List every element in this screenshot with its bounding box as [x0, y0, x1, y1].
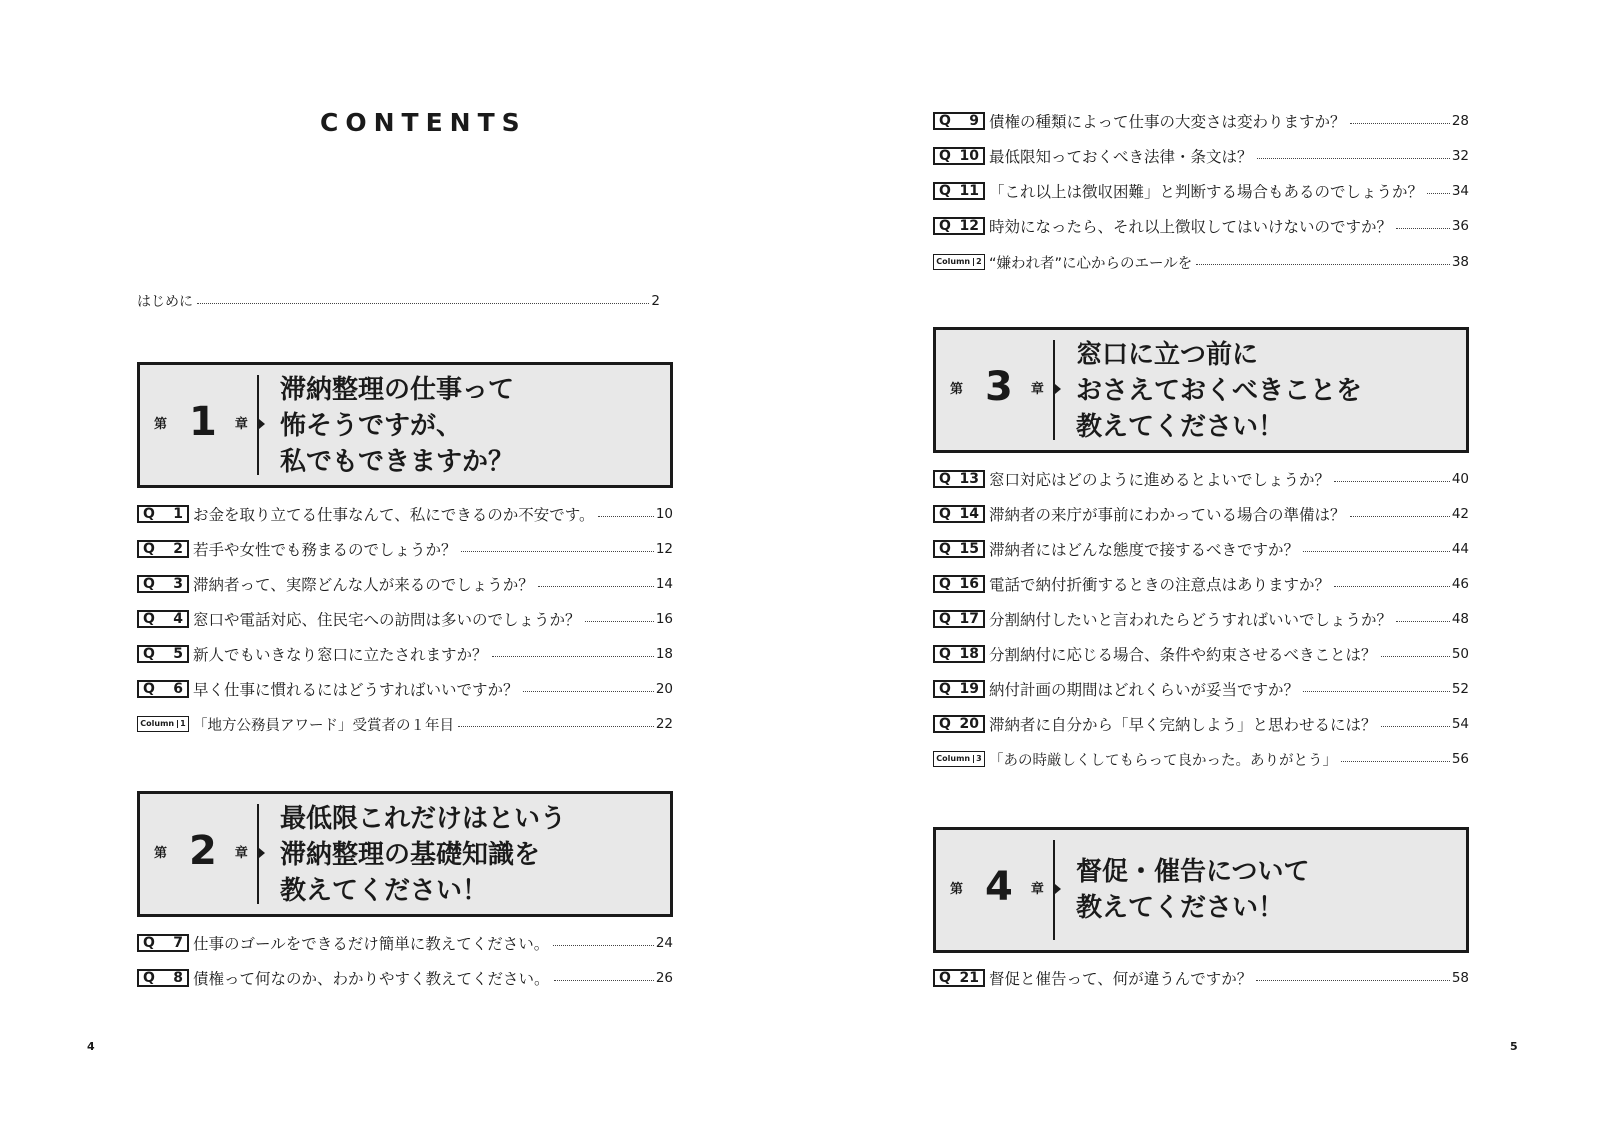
page-ref: 26	[655, 970, 673, 986]
page-ref: 20	[655, 681, 673, 697]
entry-text: 債権の種類によって仕事の大変さは変わりますか？	[989, 113, 1346, 131]
page-ref: 14	[655, 576, 673, 592]
page-ref: 58	[1451, 970, 1469, 986]
chapter-suffix: 章	[1030, 881, 1044, 897]
leader-dots	[554, 980, 654, 981]
leader-dots	[1334, 481, 1450, 482]
page-ref: 42	[1451, 506, 1469, 522]
leader-dots	[1396, 228, 1450, 229]
question-tag: Q 13	[933, 470, 985, 488]
entry-text: 督促と催告って、何が違うんですか？	[989, 970, 1253, 988]
chapter-arrow-icon	[1055, 384, 1061, 394]
toc-entry-q19[interactable]	[933, 672, 1469, 706]
page-ref: 50	[1451, 646, 1469, 662]
entry-text: 債権って何なのか、わかりやすく教えてください。	[193, 970, 550, 988]
entry-text: 滞納者って、実際どんな人が来るのでしょうか？	[193, 576, 534, 594]
chapter-title-line: 教えてください！	[1076, 893, 1285, 923]
page-ref: 52	[1451, 681, 1469, 697]
leader-dots	[1381, 656, 1450, 657]
leader-dots	[1350, 516, 1450, 517]
entry-text: 「これ以上は徴収困難」と判断する場合もあるのでしょうか？	[989, 183, 1424, 201]
entry-text: 窓口や電話対応、住民宅への訪問は多いのでしょうか？	[193, 611, 581, 629]
leader-dots	[1381, 726, 1450, 727]
leader-dots	[461, 551, 654, 552]
leader-dots	[523, 691, 654, 692]
chapter-2-box[interactable]	[137, 791, 673, 917]
toc-entry-q18[interactable]	[933, 637, 1469, 671]
entry-text: 滞納者に自分から「早く完納しよう」と思わせるには？	[989, 716, 1377, 734]
page-ref: 10	[655, 506, 673, 522]
question-tag: Q 21	[933, 969, 985, 987]
page-number-left: 4	[87, 1040, 95, 1053]
leader-dots	[492, 656, 654, 657]
page-ref: 46	[1451, 576, 1469, 592]
toc-entry-q11[interactable]	[933, 174, 1469, 208]
question-tag: Q 5	[137, 645, 189, 663]
entry-text: 若手や女性でも務まるのでしょうか？	[193, 541, 457, 559]
question-tag: Q 8	[137, 969, 189, 987]
page-ref: 16	[655, 611, 673, 627]
chapter-arrow-icon	[1055, 884, 1061, 894]
chapter-arrow-icon	[259, 848, 265, 858]
leader-dots	[1256, 980, 1450, 981]
chapter-suffix: 章	[234, 845, 248, 861]
entry-text: 分割納付したいと言われたらどうすればいいでしょうか？	[989, 611, 1393, 629]
chapter-title	[1076, 854, 1309, 926]
page-number-right: 5	[1510, 1040, 1518, 1053]
question-tag: Q 12	[933, 217, 985, 235]
toc-entry-column3[interactable]	[933, 742, 1469, 776]
toc-entry-q8[interactable]	[137, 961, 673, 995]
entry-text: 滞納者にはどんな態度で接するべきですか？	[989, 541, 1300, 559]
toc-entry-q13[interactable]	[933, 462, 1469, 496]
page-ref: 40	[1451, 471, 1469, 487]
right-page	[800, 0, 1600, 1130]
toc-entry-q9[interactable]	[933, 104, 1469, 138]
leader-dots	[553, 945, 654, 946]
question-tag: Q 4	[137, 610, 189, 628]
leader-dots	[585, 621, 654, 622]
question-tag: Q 16	[933, 575, 985, 593]
page-ref: 56	[1451, 751, 1469, 767]
intro-entry[interactable]	[137, 284, 660, 318]
chapter-4-box[interactable]	[933, 827, 1469, 953]
toc-entry-q6[interactable]	[137, 672, 673, 706]
question-tag: Q 18	[933, 645, 985, 663]
chapter-arrow-icon	[259, 419, 265, 429]
entry-text: 滞納者の来庁が事前にわかっている場合の準備は？	[989, 506, 1346, 524]
intro-label: はじめに	[137, 294, 193, 310]
page-ref: 28	[1451, 113, 1469, 129]
page-ref: 24	[655, 935, 673, 951]
entry-text: 納付計画の期間はどれくらいが妥当ですか？	[989, 681, 1300, 699]
chapter-prefix: 第	[950, 881, 964, 897]
chapter-prefix: 第	[154, 845, 168, 861]
toc-entry-q12[interactable]	[933, 209, 1469, 243]
question-tag: Q 17	[933, 610, 985, 628]
entry-text: 早く仕事に慣れるにはどうすればいいですか？	[193, 681, 519, 699]
leader-dots	[1257, 158, 1450, 159]
question-tag: Q 7	[137, 934, 189, 952]
leader-dots	[1427, 193, 1450, 194]
page-ref: 44	[1451, 541, 1469, 557]
question-tag: Q 10	[933, 147, 985, 165]
chapter-title	[280, 372, 514, 480]
page-ref: 32	[1451, 148, 1469, 164]
chapter-number: 2	[189, 828, 217, 874]
page-ref: 48	[1451, 611, 1469, 627]
question-tag: Q 1	[137, 505, 189, 523]
question-tag: Q 3	[137, 575, 189, 593]
page-ref: 36	[1451, 218, 1469, 234]
question-tag: Q 14	[933, 505, 985, 523]
leader-dots	[1396, 621, 1450, 622]
question-tag: Q 15	[933, 540, 985, 558]
leader-dots	[1350, 123, 1450, 124]
leader-dots	[1341, 761, 1450, 762]
column-tag: Column 2	[933, 254, 985, 270]
toc-entry-q4[interactable]	[137, 602, 673, 636]
chapter-title-line: 滞納整理の基礎知識を	[280, 840, 541, 870]
page-ref: 34	[1451, 183, 1469, 199]
entry-text: 時効になったら、それ以上徴収してはいけないのですか？	[989, 218, 1393, 236]
leader-dots	[1334, 586, 1450, 587]
chapter-number: 4	[985, 864, 1013, 910]
toc-entry-column2[interactable]	[933, 245, 1469, 279]
question-tag: Q 19	[933, 680, 985, 698]
entry-text: 最低限知っておくべき法律・条文は？	[989, 148, 1253, 166]
question-tag: Q 9	[933, 112, 985, 130]
contents-title: CONTENTS	[320, 108, 527, 137]
entry-text: “嫌われ者”に心からのエールを	[989, 255, 1193, 272]
chapter-title-line: 教えてください！	[280, 876, 489, 906]
page-ref: 12	[655, 541, 673, 557]
toc-entry-q14[interactable]	[933, 497, 1469, 531]
question-tag: Q 20	[933, 715, 985, 733]
chapter-suffix: 章	[234, 416, 248, 432]
chapter-prefix: 第	[950, 381, 964, 397]
chapter-title-line: 窓口に立つ前に	[1076, 340, 1259, 370]
chapter-1-box[interactable]	[137, 362, 673, 488]
entry-text: 窓口対応はどのように進めるとよいでしょうか？	[989, 471, 1331, 489]
entry-text: 新人でもいきなり窓口に立たされますか？	[193, 646, 488, 664]
leader-dots	[538, 586, 654, 587]
leader-dots	[1303, 551, 1450, 552]
leader-dots	[1196, 264, 1450, 265]
toc-entry-q10[interactable]	[933, 139, 1469, 173]
toc-entry-q21[interactable]	[933, 961, 1469, 995]
page-ref: 38	[1451, 254, 1469, 270]
entry-text: 分割納付に応じる場合、条件や約束させるべきことは？	[989, 646, 1377, 664]
chapter-title-line: 私でもできますか？	[280, 447, 515, 477]
toc-entry-q5[interactable]	[137, 637, 673, 671]
page-ref: 18	[655, 646, 673, 662]
leader-dots	[1303, 691, 1450, 692]
chapter-title	[280, 801, 566, 909]
toc-entry-q2[interactable]	[137, 532, 673, 566]
toc-entry-column1[interactable]	[137, 707, 673, 741]
question-tag: Q 11	[933, 182, 985, 200]
toc-entry-q3[interactable]	[137, 567, 673, 601]
toc-entry-q15[interactable]	[933, 532, 1469, 566]
chapter-title-line: 教えてください！	[1076, 412, 1285, 442]
page-ref: 22	[655, 716, 673, 732]
page-ref: 2	[651, 293, 660, 309]
chapter-suffix: 章	[1030, 381, 1044, 397]
chapter-3-box[interactable]	[933, 327, 1469, 453]
toc-entry-q16[interactable]	[933, 567, 1469, 601]
toc-entry-q1[interactable]	[137, 497, 673, 531]
toc-entry-q17[interactable]	[933, 602, 1469, 636]
question-tag: Q 6	[137, 680, 189, 698]
toc-entry-q20[interactable]	[933, 707, 1469, 741]
chapter-title-line: 督促・催告について	[1076, 857, 1310, 887]
chapter-title-line: 怖そうですが、	[280, 411, 463, 441]
entry-text: 電話で納付折衝するときの注意点はありますか？	[989, 576, 1331, 594]
entry-text: 仕事のゴールをできるだけ簡単に教えてください。	[193, 935, 550, 953]
chapter-title-line: おさえておくべきことを	[1076, 376, 1363, 406]
leader-dots	[458, 726, 654, 727]
chapter-title	[1076, 337, 1362, 445]
chapter-number: 3	[985, 364, 1013, 410]
page-ref: 54	[1451, 716, 1469, 732]
toc-entry-q7[interactable]	[137, 926, 673, 960]
entry-text: 「地方公務員アワード」受賞者の１年目	[193, 717, 454, 734]
entry-text: お金を取り立てる仕事なんて、私にできるのか不安です。	[193, 506, 595, 524]
question-tag: Q 2	[137, 540, 189, 558]
column-tag: Column 3	[933, 751, 985, 767]
chapter-number: 1	[189, 399, 217, 445]
entry-text: 「あの時厳しくしてもらって良かった。ありがとう」	[989, 752, 1337, 769]
chapter-title-line: 最低限これだけはという	[280, 804, 567, 834]
leader-dots	[598, 516, 653, 517]
leader-dots	[197, 303, 649, 304]
chapter-title-line: 滞納整理の仕事って	[280, 375, 515, 405]
column-tag: Column 1	[137, 716, 189, 732]
chapter-prefix: 第	[154, 416, 168, 432]
